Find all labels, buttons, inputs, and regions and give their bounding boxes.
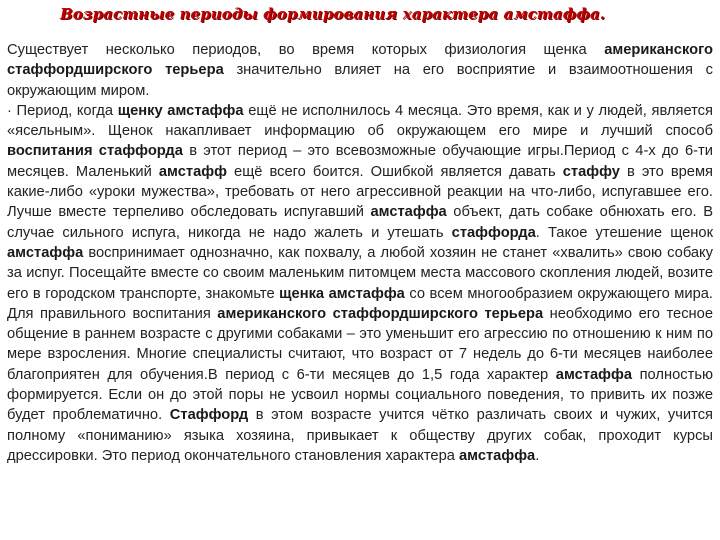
keyword-highlight: стаффу: [562, 163, 620, 180]
keyword-highlight: воспитания стаффорда: [7, 143, 183, 160]
keyword-highlight: амстаффа: [555, 366, 633, 383]
text-segment: Существует несколько периодов, во время которых физиология щенка: [7, 42, 605, 58]
text-segment: . Такое утешение щенок: [535, 224, 713, 241]
keyword-highlight: амстаффа: [7, 244, 84, 261]
keyword-highlight: Стаффорд: [169, 407, 249, 424]
text-segment: в этом возрасте учится чётко различать своих и чужих, учится полному «пониманию» языка хозяина, привыкает к обществу других собак, проходит курсы дрессировки. Это период окончательного становления характера: [7, 407, 713, 464]
keyword-highlight: амстаффа: [458, 447, 536, 464]
keyword-highlight: амстафф: [158, 163, 227, 180]
text-segment: .: [535, 447, 540, 464]
text-segment: объект, дать собаке обнюхать его. В случае сильного испуга, никогда не надо жалеть и утешать: [7, 204, 713, 241]
keyword-highlight: амстаффа: [370, 204, 447, 221]
intro-paragraph: [7, 40, 713, 101]
text-segment: полностью формируется. Если он до этой поры не усвоил нормы социального поведения, то привить их позже будет проблематично.: [7, 366, 713, 424]
slide-title: Возрастные периоды формирования характера амстаффа.: [60, 5, 606, 23]
periods-paragraph: [7, 101, 713, 466]
text-segment: в этот период – это всевозможные обучающие игры.Период с 4-х до 6-ти месяцев. Маленький: [7, 143, 713, 180]
text-segment: ещё не исполнилось 4 месяца. Это время, как и у людей, является «ясельным». Щенок накапливает информацию об окружающем его мире и лучший способ: [7, 102, 713, 140]
slide-body-text: [7, 40, 713, 466]
keyword-highlight: щенку амстаффа: [117, 102, 244, 119]
text-segment: со всем многообразием окружающего мира. Для правильного воспитания: [7, 285, 714, 322]
keyword-highlight: американского стаффордширского терьера: [7, 42, 713, 79]
text-segment: в это время какие-либо «уроки мужества», требовать от него агрессивной реакции на что-либо, испугавшее его. Лучше вместе терпеливо обследовать испугавший: [7, 163, 714, 221]
keyword-highlight: стаффорда: [451, 224, 536, 241]
keyword-highlight: щенка амстаффа: [279, 285, 405, 302]
text-segment: значительно влияет на его восприятие и взаимоотношения с окружающим миром.: [7, 62, 713, 99]
text-segment: ещё всего боится. Ошибкой является давать: [226, 163, 563, 180]
text-segment: воспринимает однозначно, как похвалу, а любой хозяин не станет «хвалить» свою собаку за испуг. Посещайте вместе со своим маленьким питомцем места массового скопления людей, возите его в городском транспорте, знакомьте: [7, 244, 713, 302]
text-segment: необходимо его тесное общение в раннем возрасте с другими собаками – это уменьшит его агрессию по отношению к ним по мере взросления. Многие специалисты считают, что возраст от 7 недель до 6-ти месяцев наиболее благоприятен для обучения.В период с 6-ти месяцев до 1,5 года характер: [7, 305, 713, 383]
keyword-highlight: американского стаффордширского терьера: [217, 305, 544, 322]
text-segment: · Период, когда: [7, 102, 118, 119]
